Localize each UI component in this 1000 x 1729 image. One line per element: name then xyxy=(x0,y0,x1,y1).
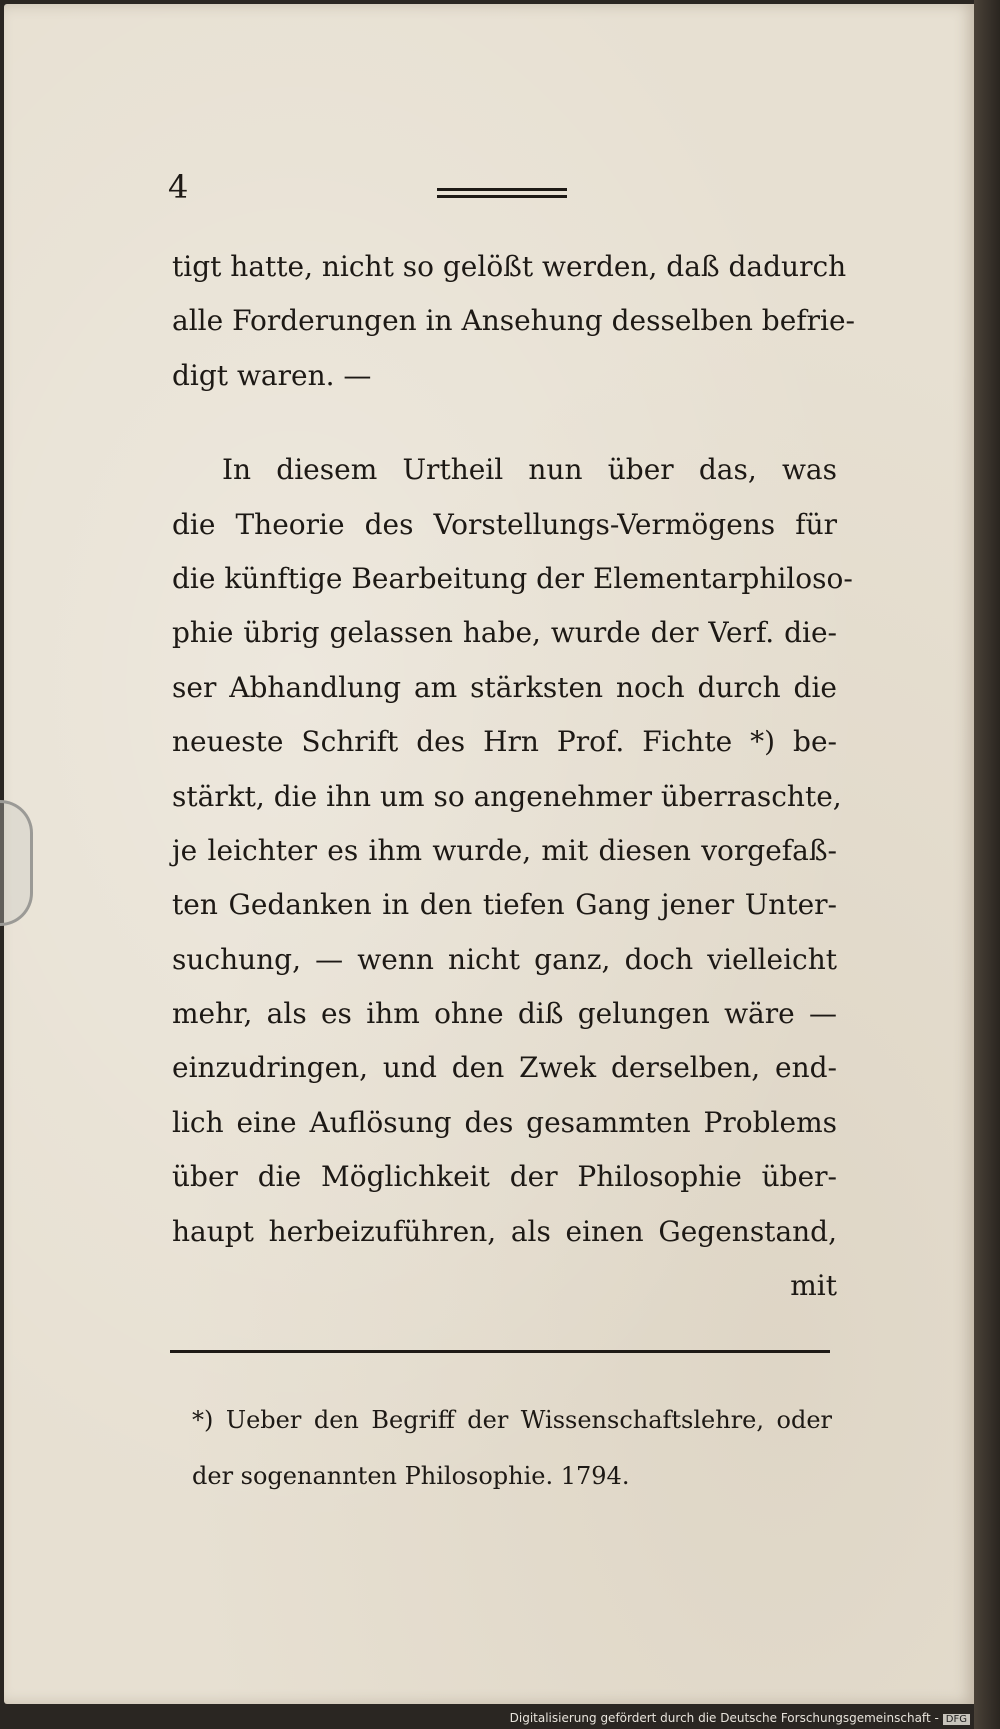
text-line: suchung, — wenn nicht ganz, doch vielleicht xyxy=(172,942,837,976)
page-clip-mark xyxy=(0,800,33,926)
catchword: mit xyxy=(790,1269,837,1303)
text-line: alle Forderungen in Ansehung desselben befrie- xyxy=(172,304,856,338)
header-rule xyxy=(437,188,567,198)
text-line: die Theorie des Vorstellungs-Vermögens für xyxy=(172,507,837,541)
footnote-rule xyxy=(170,1350,830,1353)
text-line: ser Abhandlung am stärksten noch durch die xyxy=(172,670,837,704)
text-line: haupt herbeizuführen, als einen Gegenstand, xyxy=(172,1214,837,1248)
text-line: phie übrig gelassen habe, wurde der Verf. die- xyxy=(172,616,837,650)
dfg-logo: DFG xyxy=(943,1714,970,1725)
footnote-line: der sogenannten Philosophie. 1794. xyxy=(192,1462,630,1490)
text-line: je leichter es ihm wurde, mit diesen vorgefaß- xyxy=(172,833,837,867)
text-line: digt waren. — xyxy=(172,358,372,392)
text-line: tigt hatte, nicht so gelößt werden, daß dadurch xyxy=(172,250,847,283)
digitization-credit xyxy=(510,1711,970,1725)
main-text xyxy=(172,240,856,1313)
footnote xyxy=(192,1392,832,1504)
book-spine-edge xyxy=(974,0,1000,1729)
credit-text: Digitalisierung gefördert durch die Deutsche Forschungsgemeinschaft - xyxy=(509,1711,939,1725)
text-line: lich eine Auflösung des gesammten Problems xyxy=(172,1105,837,1139)
text-line: mehr, als es ihm ohne diß gelungen wäre — xyxy=(172,997,837,1031)
text-line: In diesem Urtheil nun über das, was xyxy=(222,453,837,487)
text-line: einzudringen, und den Zwek derselben, end- xyxy=(172,1051,837,1085)
text-line: neueste Schrift des Hrn Prof. Fichte *) be- xyxy=(172,725,837,759)
text-line: stärkt, die ihn um so angenehmer überraschte, xyxy=(172,779,842,813)
page-number: 4 xyxy=(168,168,189,206)
text-line: ten Gedanken in den tiefen Gang jener Unter- xyxy=(172,888,837,922)
text-line: die künftige Bearbeitung der Elementarphiloso- xyxy=(172,561,853,595)
footnote-line: *) Ueber den Begriff der Wissenschaftslehre, oder xyxy=(192,1406,832,1434)
text-line: über die Möglichkeit der Philosophie über- xyxy=(172,1160,837,1194)
